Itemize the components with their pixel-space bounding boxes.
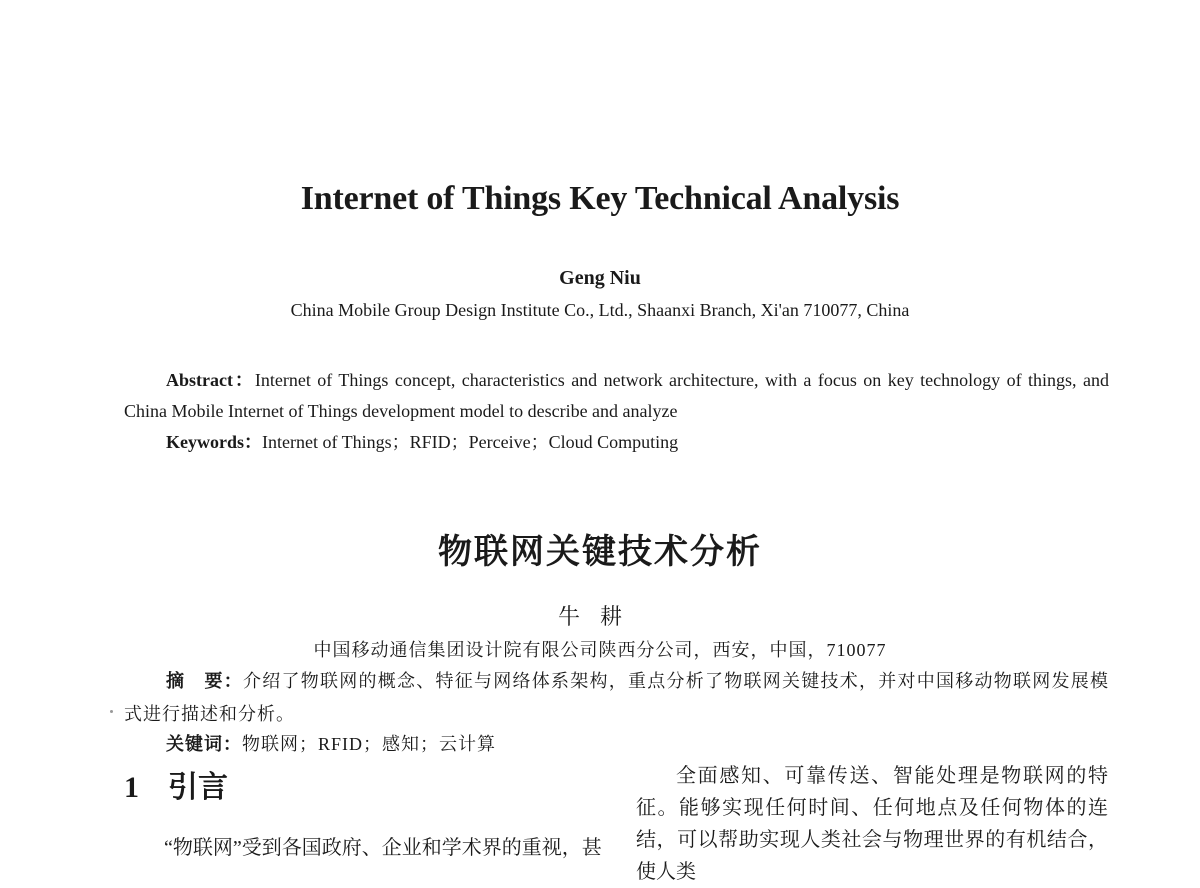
- chinese-abstract-text: 介绍了物联网的概念、特征与网络体系架构，重点分析了物联网关键技术，并对中国移动物联网发展模式进行描述和分析。: [124, 671, 1109, 724]
- chinese-affiliation: 中国移动通信集团设计院有限公司陕西分公司，西安，中国，710077: [313, 640, 887, 660]
- english-author: Geng Niu: [559, 267, 641, 289]
- chinese-keywords-label: 关键词：: [166, 734, 242, 754]
- section-number: 1: [124, 771, 139, 804]
- english-title: Internet of Things Key Technical Analysis: [300, 180, 900, 217]
- keywords-text: Internet of Things；RFID；Perceive；Cloud Computing: [262, 432, 679, 452]
- english-abstract: [124, 365, 1109, 427]
- english-affiliation: China Mobile Group Design Institute Co., Ltd., Shaanxi Branch, Xi'an 710077, China: [290, 300, 910, 320]
- abstract-label: Abstract：: [166, 370, 255, 390]
- right-column-paragraph: 全面感知、可靠传送、智能处理是物联网的特征。能够实现任何时间、任何地点及任何物体的连结，可以帮助实现人类社会与物理世界的有机结合，使人类: [636, 765, 1108, 883]
- chinese-keywords: [166, 730, 496, 756]
- chinese-abstract-label: 摘 要：: [166, 671, 243, 691]
- chinese-keywords-text: 物联网；RFID；感知；云计算: [242, 734, 497, 754]
- english-keywords: [166, 428, 678, 454]
- chinese-author: 牛耕: [557, 604, 642, 629]
- keywords-label: Keywords：: [166, 432, 262, 452]
- left-column-paragraph: “物联网”受到各国政府、企业和学术界的重视，甚: [164, 837, 602, 859]
- chinese-abstract: [124, 665, 1109, 731]
- abstract-text: Internet of Things concept, characteristics and network architecture, with a focus on key technology of things, and China Mobile Internet of Things development model to describe and analyze: [124, 370, 1109, 421]
- section-heading: [124, 762, 228, 806]
- chinese-title: 物联网关键技术分析: [438, 532, 762, 572]
- section-title: 引言: [168, 771, 228, 804]
- scan-speck: [110, 710, 113, 713]
